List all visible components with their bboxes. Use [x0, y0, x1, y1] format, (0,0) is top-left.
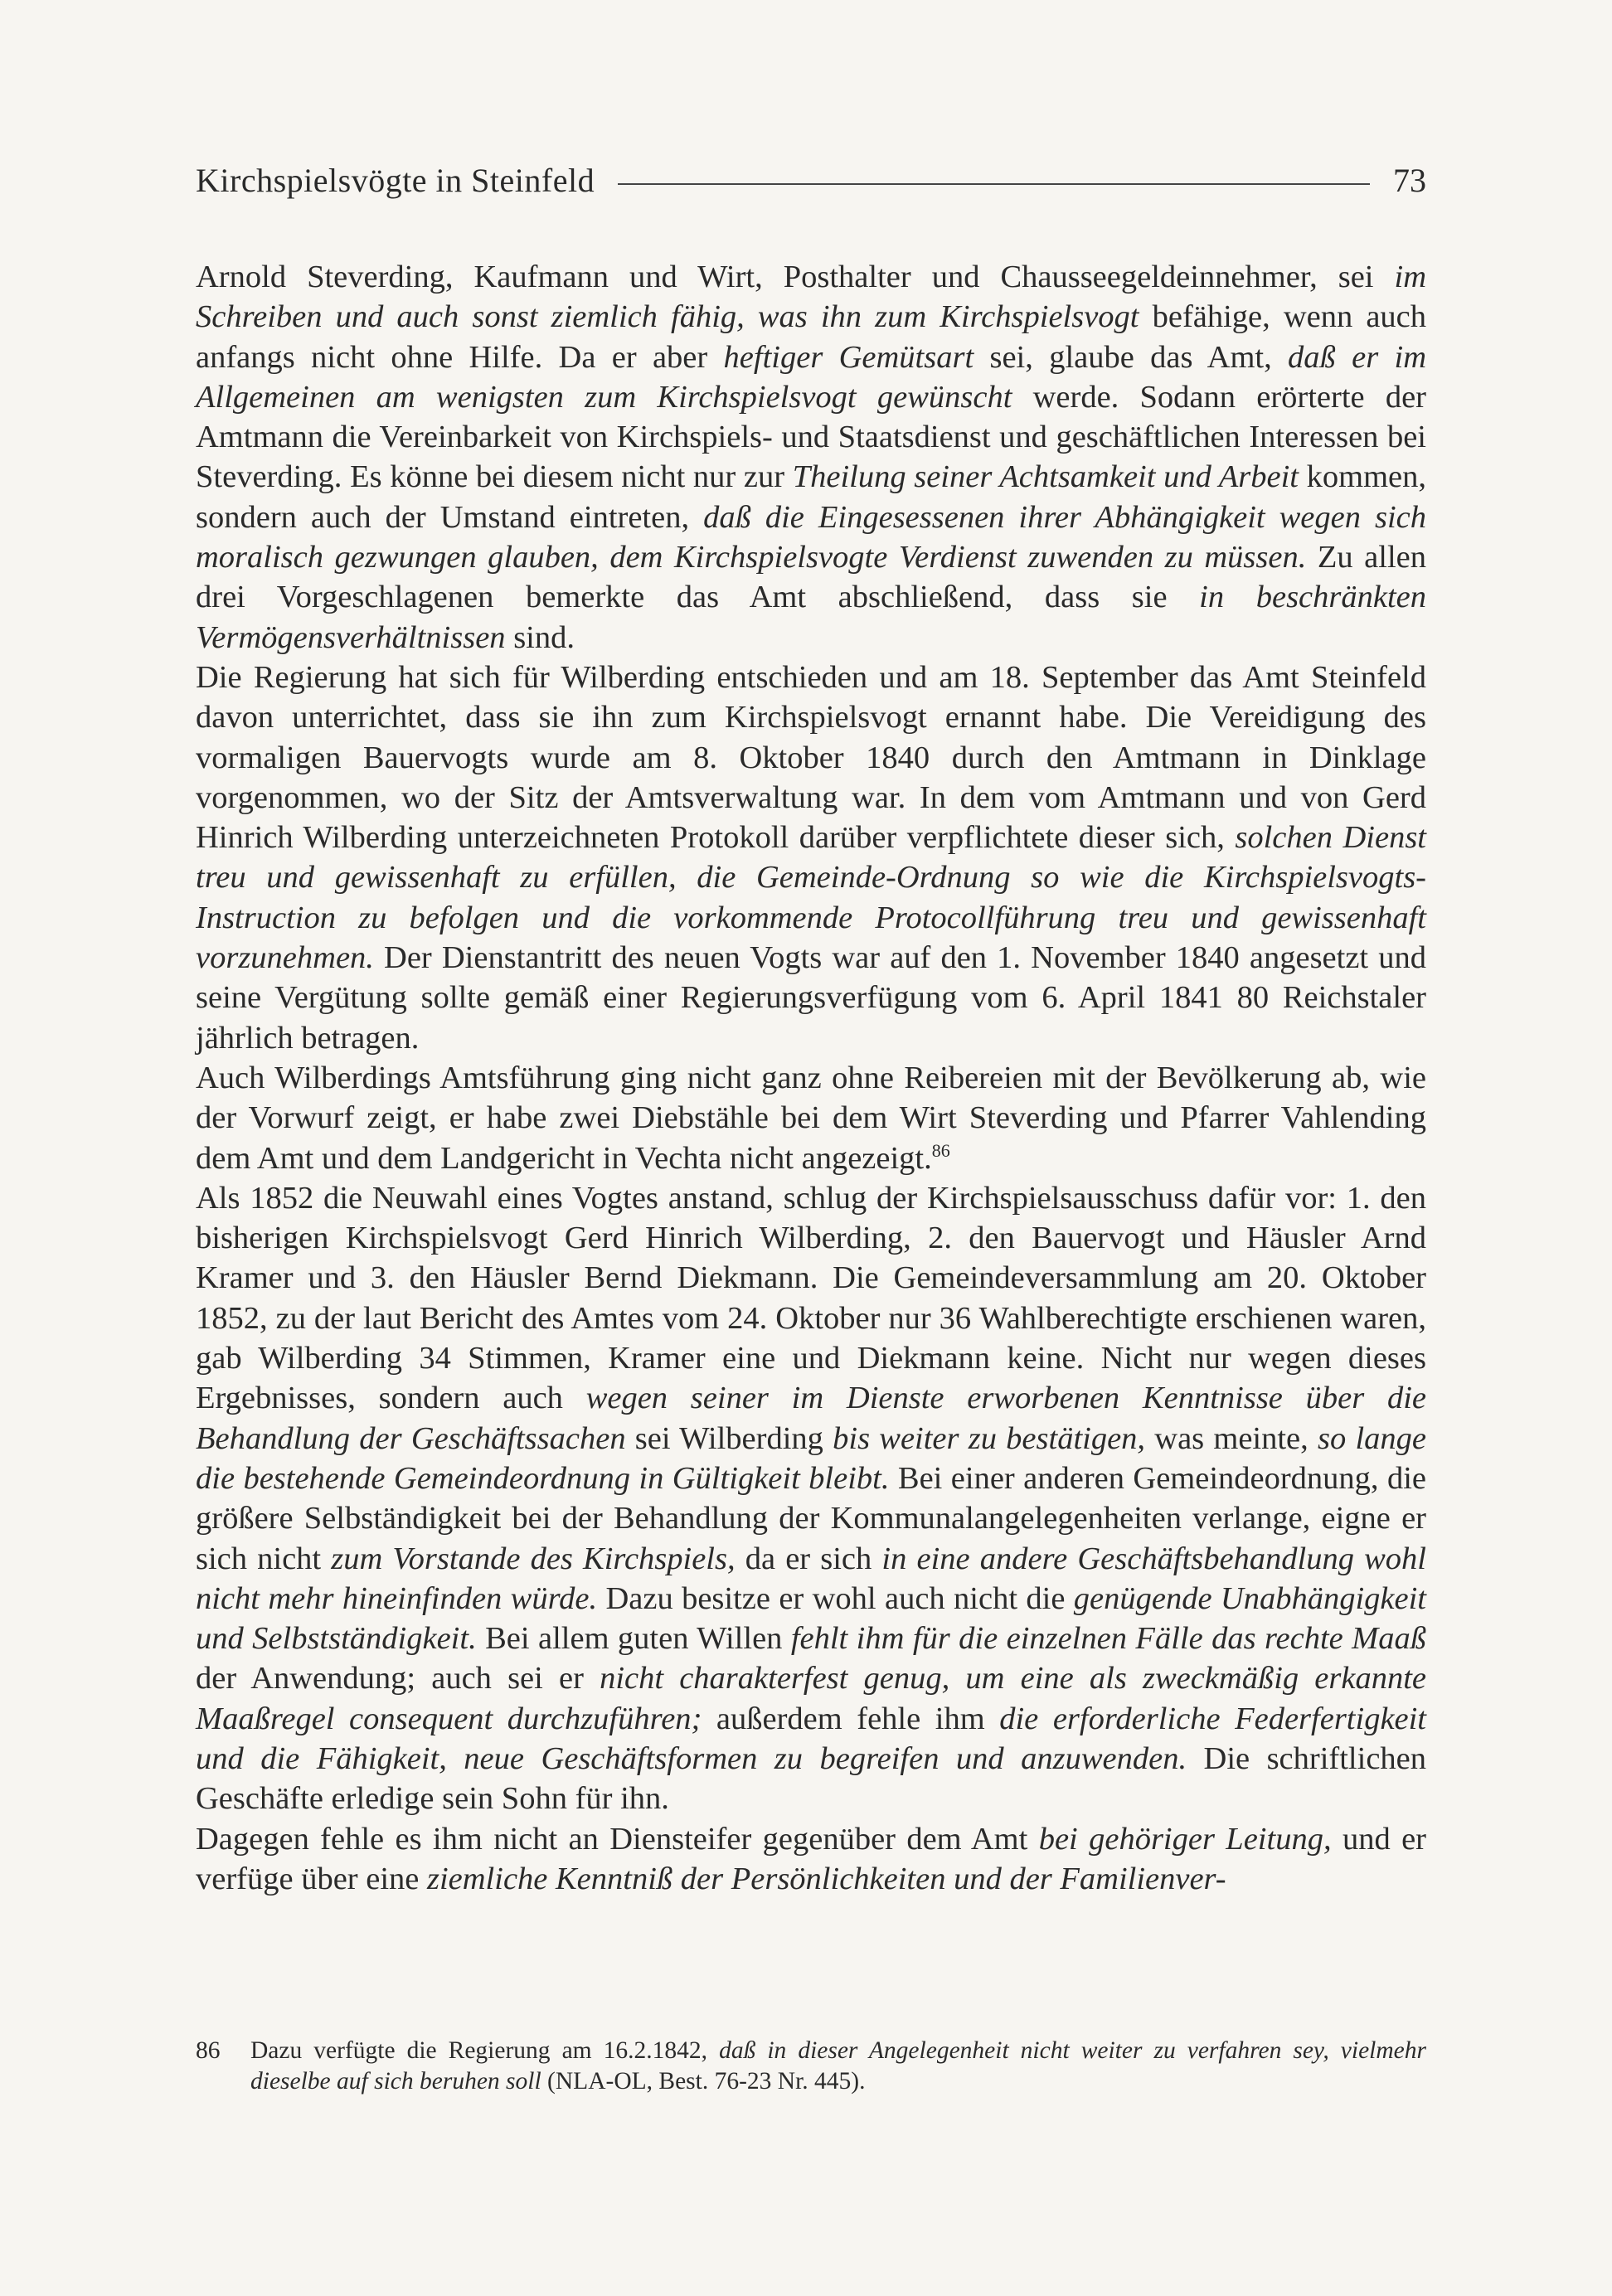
- body-text: [196, 257, 1426, 1899]
- italic-text: so lange die bestehende Gemeindeordnung in Gültigkeit bleibt.: [196, 1420, 1426, 1496]
- text-run: Bei allem guten Willen: [476, 1621, 791, 1657]
- text-run: da er sich: [735, 1541, 882, 1576]
- text-run: Die Regierung hat sich für Wilberding entschieden und am 18. September das Amt Steinfeld davon unterrichtet, dass sie ihn zum Kirchspielsvogt ernannt habe. Die Vereidigung des vormaligen Bauervogts wurde am 8. Oktober 1840 durch den Amtmann in Dinklage vorgenommen, wo der Sitz der Amtsverwaltung war. In dem vom Amtmann und von Gerd Hinrich Wilberding unterzeichneten Protokoll darüber verpflichtete dieser sich,: [196, 659, 1426, 856]
- italic-text: genügende Unabhängigkeit und Selbstständigkeit.: [196, 1580, 1426, 1657]
- text-run: Bei einer anderen Gemeindeordnung, die größere Selbständigkeit bei der Behandlung der Kommunalangelegenheiten verlange, eigne er sich nicht: [196, 1460, 1426, 1576]
- page-number: 73: [1393, 161, 1426, 199]
- footnote-reference: 86: [931, 1139, 950, 1161]
- running-header: [196, 159, 1426, 201]
- italic-text: fehlt ihm für die einzelnen Fälle das rechte Maaß: [790, 1621, 1426, 1657]
- text-run: befähige, wenn auch anfangs nicht ohne Hilfe. Da er aber: [196, 299, 1426, 375]
- text-run: (NLA-OL, Best. 76-23 Nr. 445).: [541, 2068, 866, 2095]
- paragraph: [196, 1819, 1426, 1900]
- italic-text: Theilung seiner Achtsamkeit und Arbeit: [792, 459, 1299, 495]
- text-run: und er verfüge über eine: [196, 1821, 1426, 1896]
- text-run: der Anwendung; auch sei er: [196, 1661, 600, 1697]
- text-run: Dazu verfügte die Regierung am 16.2.1842,: [250, 2037, 720, 2064]
- header-rule: [618, 183, 1370, 185]
- italic-text: wegen seiner im Dienste erworbenen Kenntnisse über die Behandlung der Geschäftssachen: [196, 1381, 1427, 1456]
- paragraph: [196, 1058, 1426, 1819]
- italic-text: daß in dieser Angelegenheit nicht weiter zu verfahren sey, vielmehr dieselbe auf sich beruhen soll: [250, 2037, 1427, 2095]
- text-run: Dazu besitze er wohl auch nicht die: [597, 1580, 1074, 1616]
- paragraph: [196, 658, 1426, 1058]
- text-run: Dagegen fehle es ihm nicht an Diensteifer gegenüber dem Amt: [196, 1821, 1039, 1857]
- text-run: außerdem fehle ihm: [702, 1701, 1000, 1736]
- text-run: sind.: [505, 619, 575, 655]
- text-run: Arnold Steverding, Kaufmann und Wirt, Posthalter und Chausseegeldeinnehmer, sei: [196, 260, 1395, 294]
- italic-text: heftiger Gemütsart: [723, 339, 974, 375]
- running-header-title: Kirchspielsvögte in Steinfeld: [196, 161, 595, 199]
- italic-text: solchen Dienst treu und gewissenhaft zu erfüllen, die Gemeinde-Ordnung so wie die Kirchspielsvogts-Instruction zu befolgen und die vorkommende Protocollführung treu und gewissenhaft vorzunehmen.: [196, 820, 1426, 976]
- footnote-number: 86: [196, 2037, 221, 2064]
- italic-text: in beschränkten Vermögensverhältnissen: [196, 580, 1426, 655]
- text-run: sei Wilberding: [625, 1420, 833, 1456]
- text-run: Als 1852 die Neuwahl eines Vogtes anstand, schlug der Kirchspielsausschuss dafür vor: 1. den bisherigen Kirchspielsvogt Gerd Hinrich Wilberding, 2. den Bauervogt und Häusler Arnd Kramer und 3. den Häusler Bernd Diekmann. Die Gemeindeversammlung am 20. Oktober 1852, zu der laut Bericht des Amtes vom 24. Oktober nur 36 Wahlberechtigte erschienen waren, gab Wilberding 34 Stimmen, Kramer eine und Diekmann keine. Nicht nur wegen dieses Ergebnisses, sondern auch: [196, 1180, 1426, 1416]
- footnote: [196, 2036, 1426, 2097]
- italic-text: im Schreiben und auch sonst ziemlich fähig, was ihn zum Kirchspielsvogt: [196, 260, 1426, 335]
- italic-text: bis weiter zu bestätigen,: [833, 1420, 1146, 1456]
- text-run: kommen, sondern auch der Umstand eintreten,: [196, 459, 1426, 535]
- text-run: sei, glaube das Amt,: [974, 339, 1289, 375]
- italic-text: nicht charakterfest genug, um eine als zweckmäßig erkannte Maaßregel consequent durchzuführen;: [196, 1661, 1426, 1736]
- italic-text: die erforderliche Federfertigkeit und die Fähigkeit, neue Geschäftsformen zu begreifen und anzuwenden.: [196, 1701, 1427, 1776]
- italic-text: daß er im Allgemeinen am wenigsten zum Kirchspielsvogt gewünscht: [196, 339, 1426, 415]
- italic-text: ziemliche Kenntniß der Persönlichkeiten und der Familienver-: [426, 1861, 1226, 1896]
- paragraph: [196, 257, 1426, 658]
- text-run: Zu allen drei Vorgeschlagenen bemerkte das Amt abschließend, dass sie: [196, 540, 1426, 615]
- italic-text: bei gehöriger Leitung,: [1038, 1821, 1332, 1857]
- italic-text: in eine andere Geschäftsbehandlung wohl nicht mehr hineinfinden würde.: [196, 1541, 1426, 1616]
- text-run: Auch Wilberdings Amtsführung ging nicht ganz ohne Reibereien mit der Bevölkerung ab, wie der Vorwurf zeigt, er habe zwei Diebstähle bei dem Wirt Steverding und Pfarrer Vahlending dem Amt und dem Landgericht in Vechta nicht angezeigt.: [196, 1060, 1426, 1176]
- text-run: werde. Sodann erörterte der Amtmann die Vereinbarkeit von Kirchspiels- und Staatsdienst und geschäftlichen Interessen bei Steverding. Es könne bei diesem nicht nur zur: [196, 379, 1426, 495]
- text-run: Der Dienstantritt des neuen Vogts war auf den 1. November 1840 angesetzt und seine Vergütung sollte gemäß einer Regierungsverfügung vom 6. April 1841 80 Reichstaler jährlich betragen.: [196, 940, 1426, 1056]
- text-run: was meinte,: [1145, 1420, 1318, 1456]
- italic-text: zum Vorstande des Kirchspiels,: [331, 1541, 736, 1576]
- text-run: Die schriftlichen Geschäfte erledige sein Sohn für ihn.: [196, 1740, 1427, 1817]
- footnote-text: [250, 2036, 1426, 2097]
- italic-text: daß die Eingesessenen ihrer Abhängigkeit wegen sich moralisch gezwungen glauben, dem Kirchspielsvogte Verdienst zuwenden zu müssen.: [196, 499, 1426, 575]
